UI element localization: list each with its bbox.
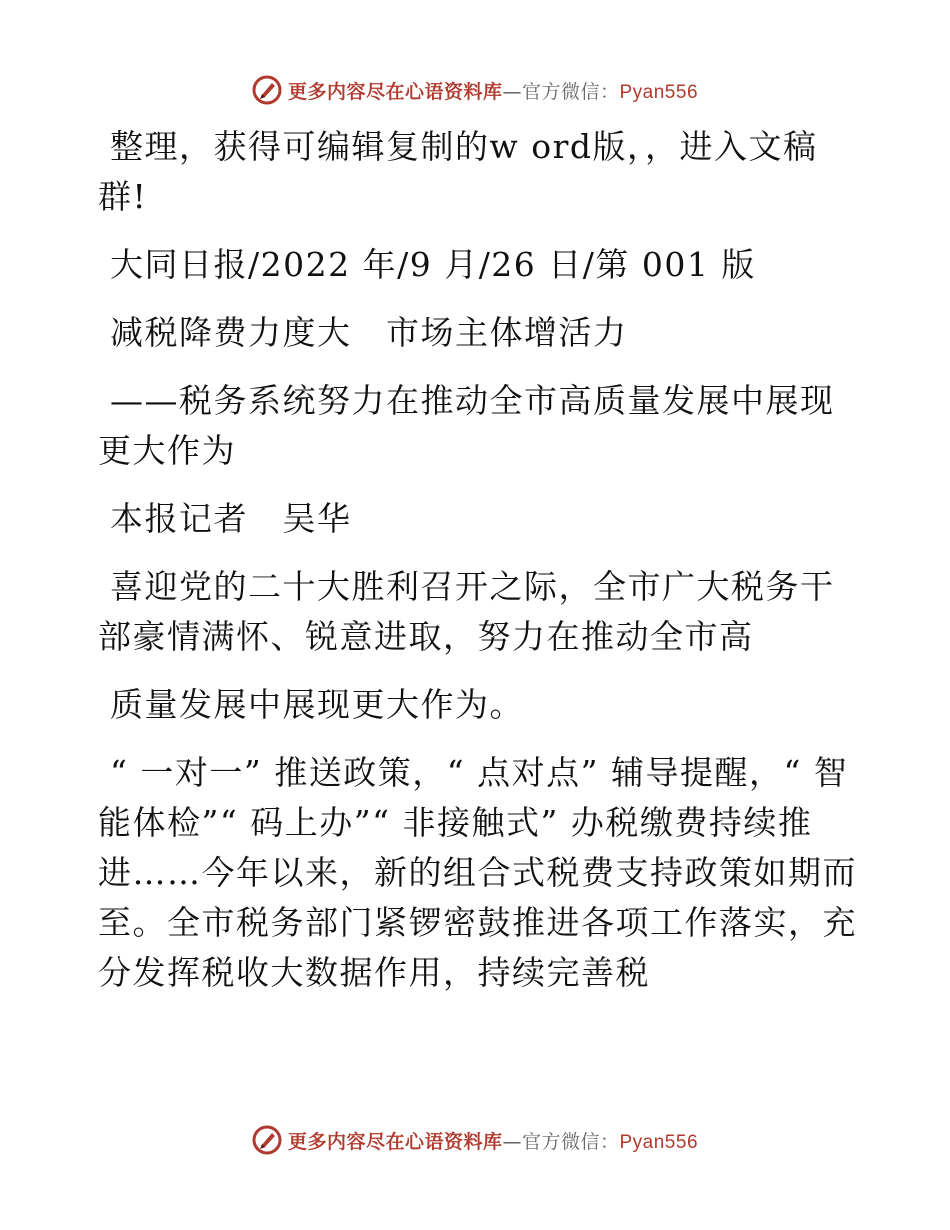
watermark-banner-bottom <box>0 1120 950 1160</box>
paragraph-lead-continued: 质量发展中展现更大作为。 <box>110 685 524 724</box>
paragraph-body: “ 一对一” 推送政策，“ 点对点” 辅导提醒，“ 智能体检”“ 码上办”“ 非接触式” 办税缴费持续推进……今年以来，新的组合式税费支持政策如期而至。全市税务部门紧锣密鼓推进各项工作落实，充分发挥税收大数据作用，持续完善税 <box>98 753 857 992</box>
article-byline: 本报记者 吴华 <box>110 499 352 538</box>
pen-seal-icon <box>252 1125 282 1155</box>
paragraph-intro: 整理，获得可编辑复制的w ord版，，进入文稿群! <box>98 127 818 216</box>
watermark-dash: — <box>502 1130 522 1153</box>
paragraph-source: 大同日报/2022 年/9 月/26 日/第 001 版 <box>110 245 756 284</box>
watermark-wechat-id: Pyan556 <box>619 1131 699 1153</box>
watermark-sub: 官方微信： <box>521 1130 620 1153</box>
article-title: 减税降费力度大 市场主体增活力 <box>110 313 628 352</box>
watermark-main: 更多内容尽在心语资料库 <box>287 80 503 103</box>
pen-seal-icon <box>252 75 282 105</box>
watermark-text <box>288 1127 698 1154</box>
watermark-wechat-id: Pyan556 <box>619 81 699 103</box>
watermark-sub: 官方微信： <box>521 80 620 103</box>
watermark-dash: — <box>502 80 522 103</box>
watermark-text <box>288 77 698 104</box>
watermark-banner-top <box>0 70 950 110</box>
watermark-main: 更多内容尽在心语资料库 <box>287 1130 503 1153</box>
article-subtitle: ——税务系统努力在推动全市高质量发展中展现更大作为 <box>98 381 835 470</box>
document-body <box>98 122 858 998</box>
paragraph-lead: 喜迎党的二十大胜利召开之际，全市广大税务干部豪情满怀、锐意进取，努力在推动全市高 <box>98 567 835 656</box>
